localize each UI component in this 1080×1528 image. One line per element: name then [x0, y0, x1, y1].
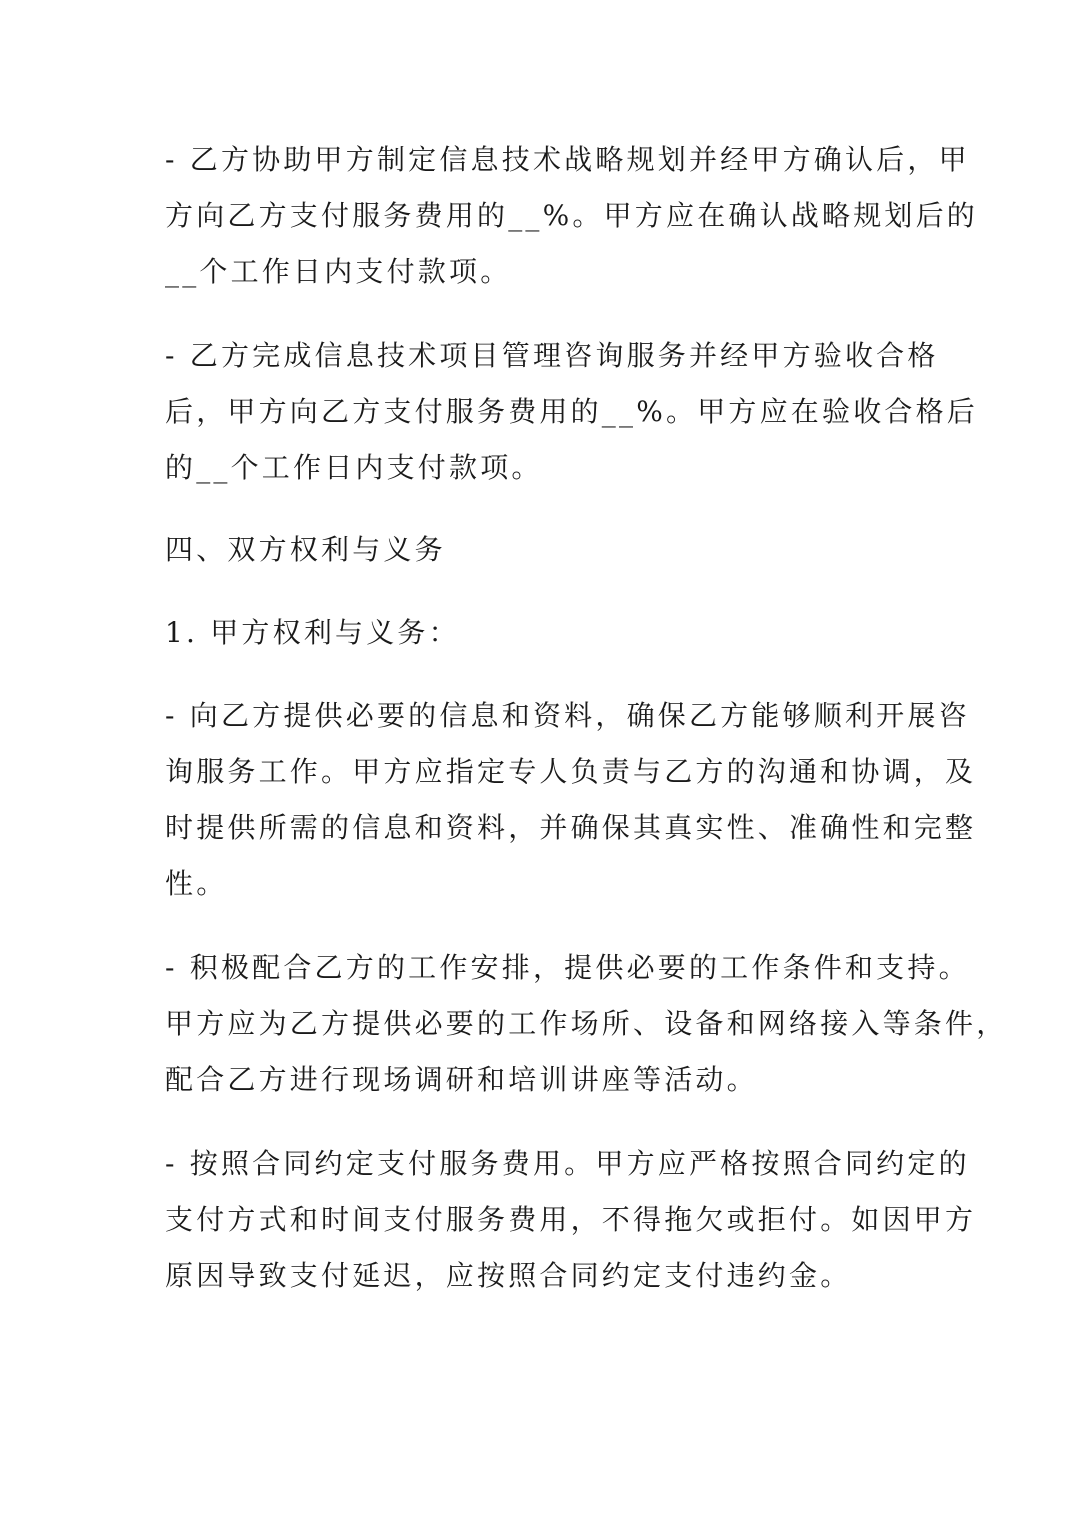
text-line: 甲方应为乙方提供必要的工作场所、设备和网络接入等条件，	[165, 1007, 1008, 1040]
text-line: - 乙方协助甲方制定信息技术战略规划并经甲方确认后，甲	[165, 143, 970, 176]
text-line: - 乙方完成信息技术项目管理咨询服务并经甲方验收合格	[165, 339, 939, 372]
text-line: 方向乙方支付服务费用的__%。甲方应在确认战略规划后的	[165, 199, 979, 232]
text-line: - 向乙方提供必要的信息和资料，确保乙方能够顺利开展咨	[165, 699, 970, 732]
text-line: 1. 甲方权利与义务：	[165, 616, 460, 649]
text-line: 原因导致支付延迟，应按照合同约定支付违约金。	[165, 1259, 852, 1292]
text-line: - 积极配合乙方的工作安排，提供必要的工作条件和支持。	[165, 951, 970, 984]
text-line: - 按照合同约定支付服务费用。甲方应严格按照合同约定的	[165, 1147, 970, 1180]
text-line: 配合乙方进行现场调研和培训讲座等活动。	[165, 1063, 758, 1096]
text-line: __个工作日内支付款项。	[165, 255, 512, 288]
text-line: 询服务工作。甲方应指定专人负责与乙方的沟通和协调，及	[165, 755, 977, 788]
text-line: 支付方式和时间支付服务费用，不得拖欠或拒付。如因甲方	[165, 1203, 977, 1236]
text-line: 后，甲方向乙方支付服务费用的__%。甲方应在验收合格后	[165, 395, 979, 428]
text-line: 时提供所需的信息和资料，并确保其真实性、准确性和完整	[165, 811, 977, 844]
text-line: 性。	[165, 867, 228, 900]
text-line: 的__个工作日内支付款项。	[165, 451, 543, 484]
text-line: 四、双方权利与义务	[165, 533, 446, 566]
